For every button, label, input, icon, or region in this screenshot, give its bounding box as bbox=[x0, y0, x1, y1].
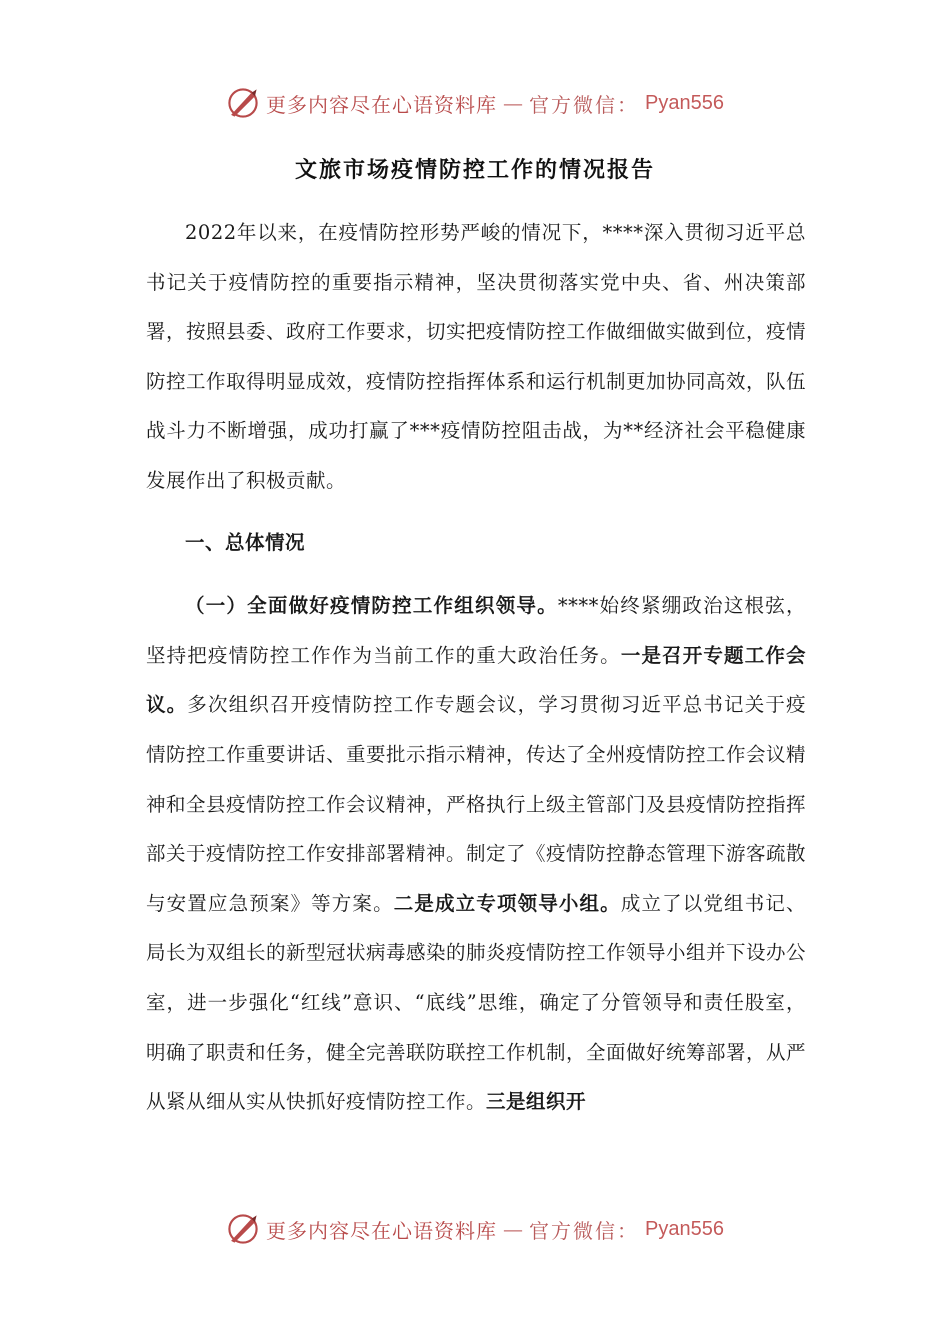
footer-wechat-id: Pyan556 bbox=[645, 1217, 724, 1240]
document-body bbox=[146, 208, 806, 1127]
pen-logo-icon bbox=[226, 86, 260, 120]
paragraph-text: 多次组织召开疫情防控工作专题会议，学习贯彻习近平总书记关于疫情防控工作重要讲话、重要批示指示精神，传达了全州疫情防控工作会议精神和全县疫情防控工作会议精神，严格执行上级主管部门及县疫情防控指挥部关于疫情防控工作安排部署精神。制定了《疫情防控静态管理下游客疏散与安置应急预案》等方案。 bbox=[146, 693, 807, 915]
footer-banner bbox=[0, 1209, 950, 1249]
header-banner bbox=[0, 83, 950, 123]
section-heading-1: 一、总体情况 bbox=[185, 530, 306, 554]
pen-logo-icon bbox=[226, 1212, 260, 1246]
point-heading-3: 三是组织开 bbox=[486, 1090, 587, 1114]
footer-wechat-label: 官方微信： bbox=[529, 1218, 640, 1243]
header-wechat-label: 官方微信： bbox=[529, 92, 640, 117]
point-heading-1: 一是召开专题工作会议。 bbox=[146, 643, 806, 717]
header-separator: — bbox=[503, 91, 524, 115]
subsection-paragraph-1 bbox=[146, 581, 806, 1127]
document-title: 文旅市场疫情防控工作的情况报告 bbox=[294, 158, 655, 183]
intro-paragraph: 2022年以来，在疫情防控形势严峻的情况下，****深入贯彻习近平总书记关于疫情防控的重要指示精神，坚决贯彻落实党中央、省、州决策部署，按照县委、政府工作要求，切实把疫情防控工作做细做实做到位，疫情防控工作取得明显成效，疫情防控指挥体系和运行机制更加协同高效，队伍战斗力不断增强，成功打赢了***疫情防控阻击战，为**经济社会平稳健康发展作出了积极贡献。 bbox=[146, 221, 807, 492]
paragraph-text: 成立了以党组书记、局长为双组长的新型冠状病毒感染的肺炎疫情防控工作领导小组并下设办公室，进一步强化“红线”意识、“底线”思维，确定了分管领导和责任股室，明确了职责和任务，健全完善联防联控工作机制，全面做好统筹部署，从严从紧从细从实从快抓好疫情防控工作。 bbox=[146, 891, 807, 1114]
header-site-name: 更多内容尽在心语资料库 bbox=[266, 92, 498, 117]
point-heading-2: 二是成立专项领导小组。 bbox=[393, 891, 621, 915]
footer-separator: — bbox=[503, 1217, 524, 1241]
footer-site-name: 更多内容尽在心语资料库 bbox=[266, 1218, 498, 1243]
subsection-heading: （一）全面做好疫情防控工作组织领导。 bbox=[185, 594, 558, 618]
header-wechat-id: Pyan556 bbox=[645, 91, 724, 114]
paragraph-text: ****始终紧绷政治这根弦，坚持把疫情防控工作作为当前工作的重大政治任务。 bbox=[146, 594, 806, 667]
